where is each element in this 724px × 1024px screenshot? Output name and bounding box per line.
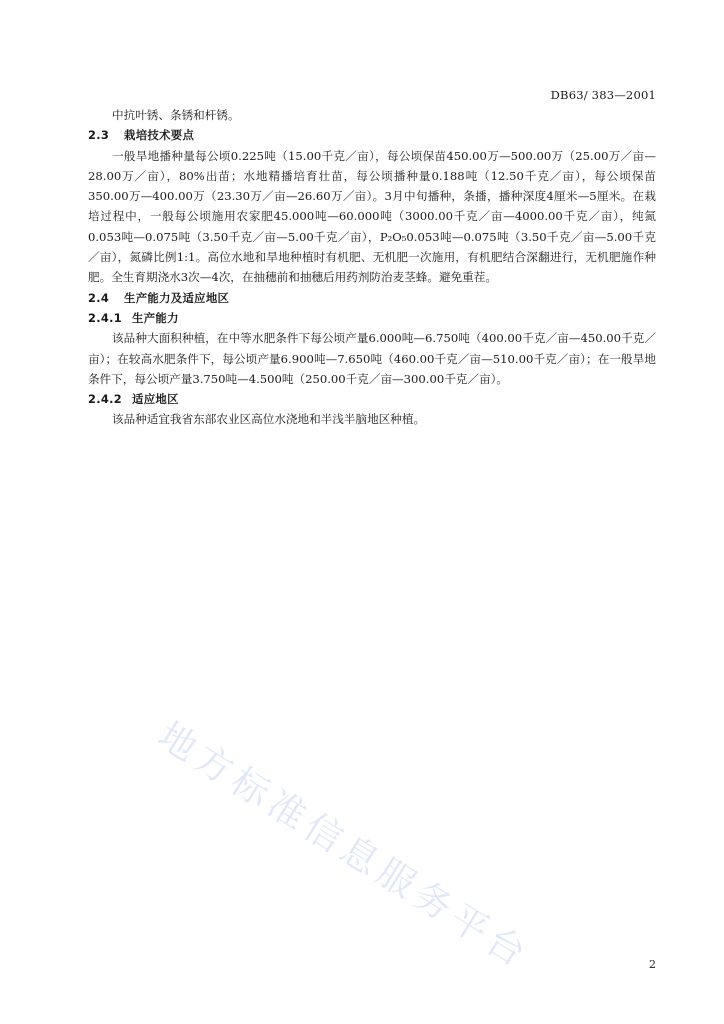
section-title: 适应地区 bbox=[132, 392, 179, 407]
section-heading-2-4-2 bbox=[88, 389, 656, 409]
continuation-paragraph: 中抗叶锈、条锈和杆锈。 bbox=[112, 108, 240, 122]
section-title: 生产能力及适应地区 bbox=[124, 290, 230, 305]
section-title: 生产能力 bbox=[132, 310, 179, 325]
watermark-text: 地方标准信息服务平台 bbox=[150, 713, 538, 978]
section-number: 2.4.1 bbox=[88, 310, 122, 325]
section-number: 2.3 bbox=[88, 128, 110, 143]
document-body bbox=[88, 105, 656, 430]
page-number: 2 bbox=[649, 958, 656, 971]
section-paragraph-2-3: 一般旱地播种量每公顷0.225吨（15.00千克／亩），每公顷保苗450.00万—500.00万（25.00万／亩—28.00万／亩），80%出苗；水地精播培育壮苗，每公顷播种量0.188吨（12.50千克／亩），每公顷保苗350.00万—400.00万（23.30万／亩—26.60万／亩）。3月中旬播种，条播，播种深度4厘米—5厘米。在栽培过程中，一般每公顷施用农家肥45.000吨—60.000吨（3000.00千克／亩—4000.00千克／亩），纯氮0.053吨—0.075吨（3.50千克／亩—5.00千克／亩），P₂O₅0.053吨—0.075吨（3.50千克／亩—5.00千克／亩），氮磷比例1:1。高位水地和旱地种植时有机肥、无机肥一次施用，有机肥结合深翻进行，无机肥施作种肥。全生育期浇水3次—4次，在抽穗前和抽穗后用药剂防治麦茎蜂。避免重茬。 bbox=[88, 148, 656, 285]
document-code: DB63/ 383—2001 bbox=[550, 88, 656, 102]
section-number: 2.4.2 bbox=[88, 392, 122, 407]
section-heading-2-3 bbox=[88, 125, 656, 145]
section-paragraph-2-4-1: 该品种大面积种植，在中等水肥条件下每公顷产量6.000吨—6.750吨（400.00千克／亩—450.00千克／亩）；在较高水肥条件下，每公顷产量6.900吨—7.650吨（460.00千克／亩—510.00千克／亩）；在一般旱地条件下，每公顷产量3.750吨—4.500吨（250.00千克／亩—300.00千克／亩）。 bbox=[88, 331, 656, 386]
section-number: 2.4 bbox=[88, 290, 110, 305]
section-heading-2-4-1 bbox=[88, 308, 656, 328]
section-heading-2-4 bbox=[88, 288, 656, 308]
section-title: 栽培技术要点 bbox=[124, 128, 195, 143]
section-paragraph-2-4-2: 该品种适宜我省东部农业区高位水浇地和半浅半脑地区种植。 bbox=[112, 412, 426, 427]
